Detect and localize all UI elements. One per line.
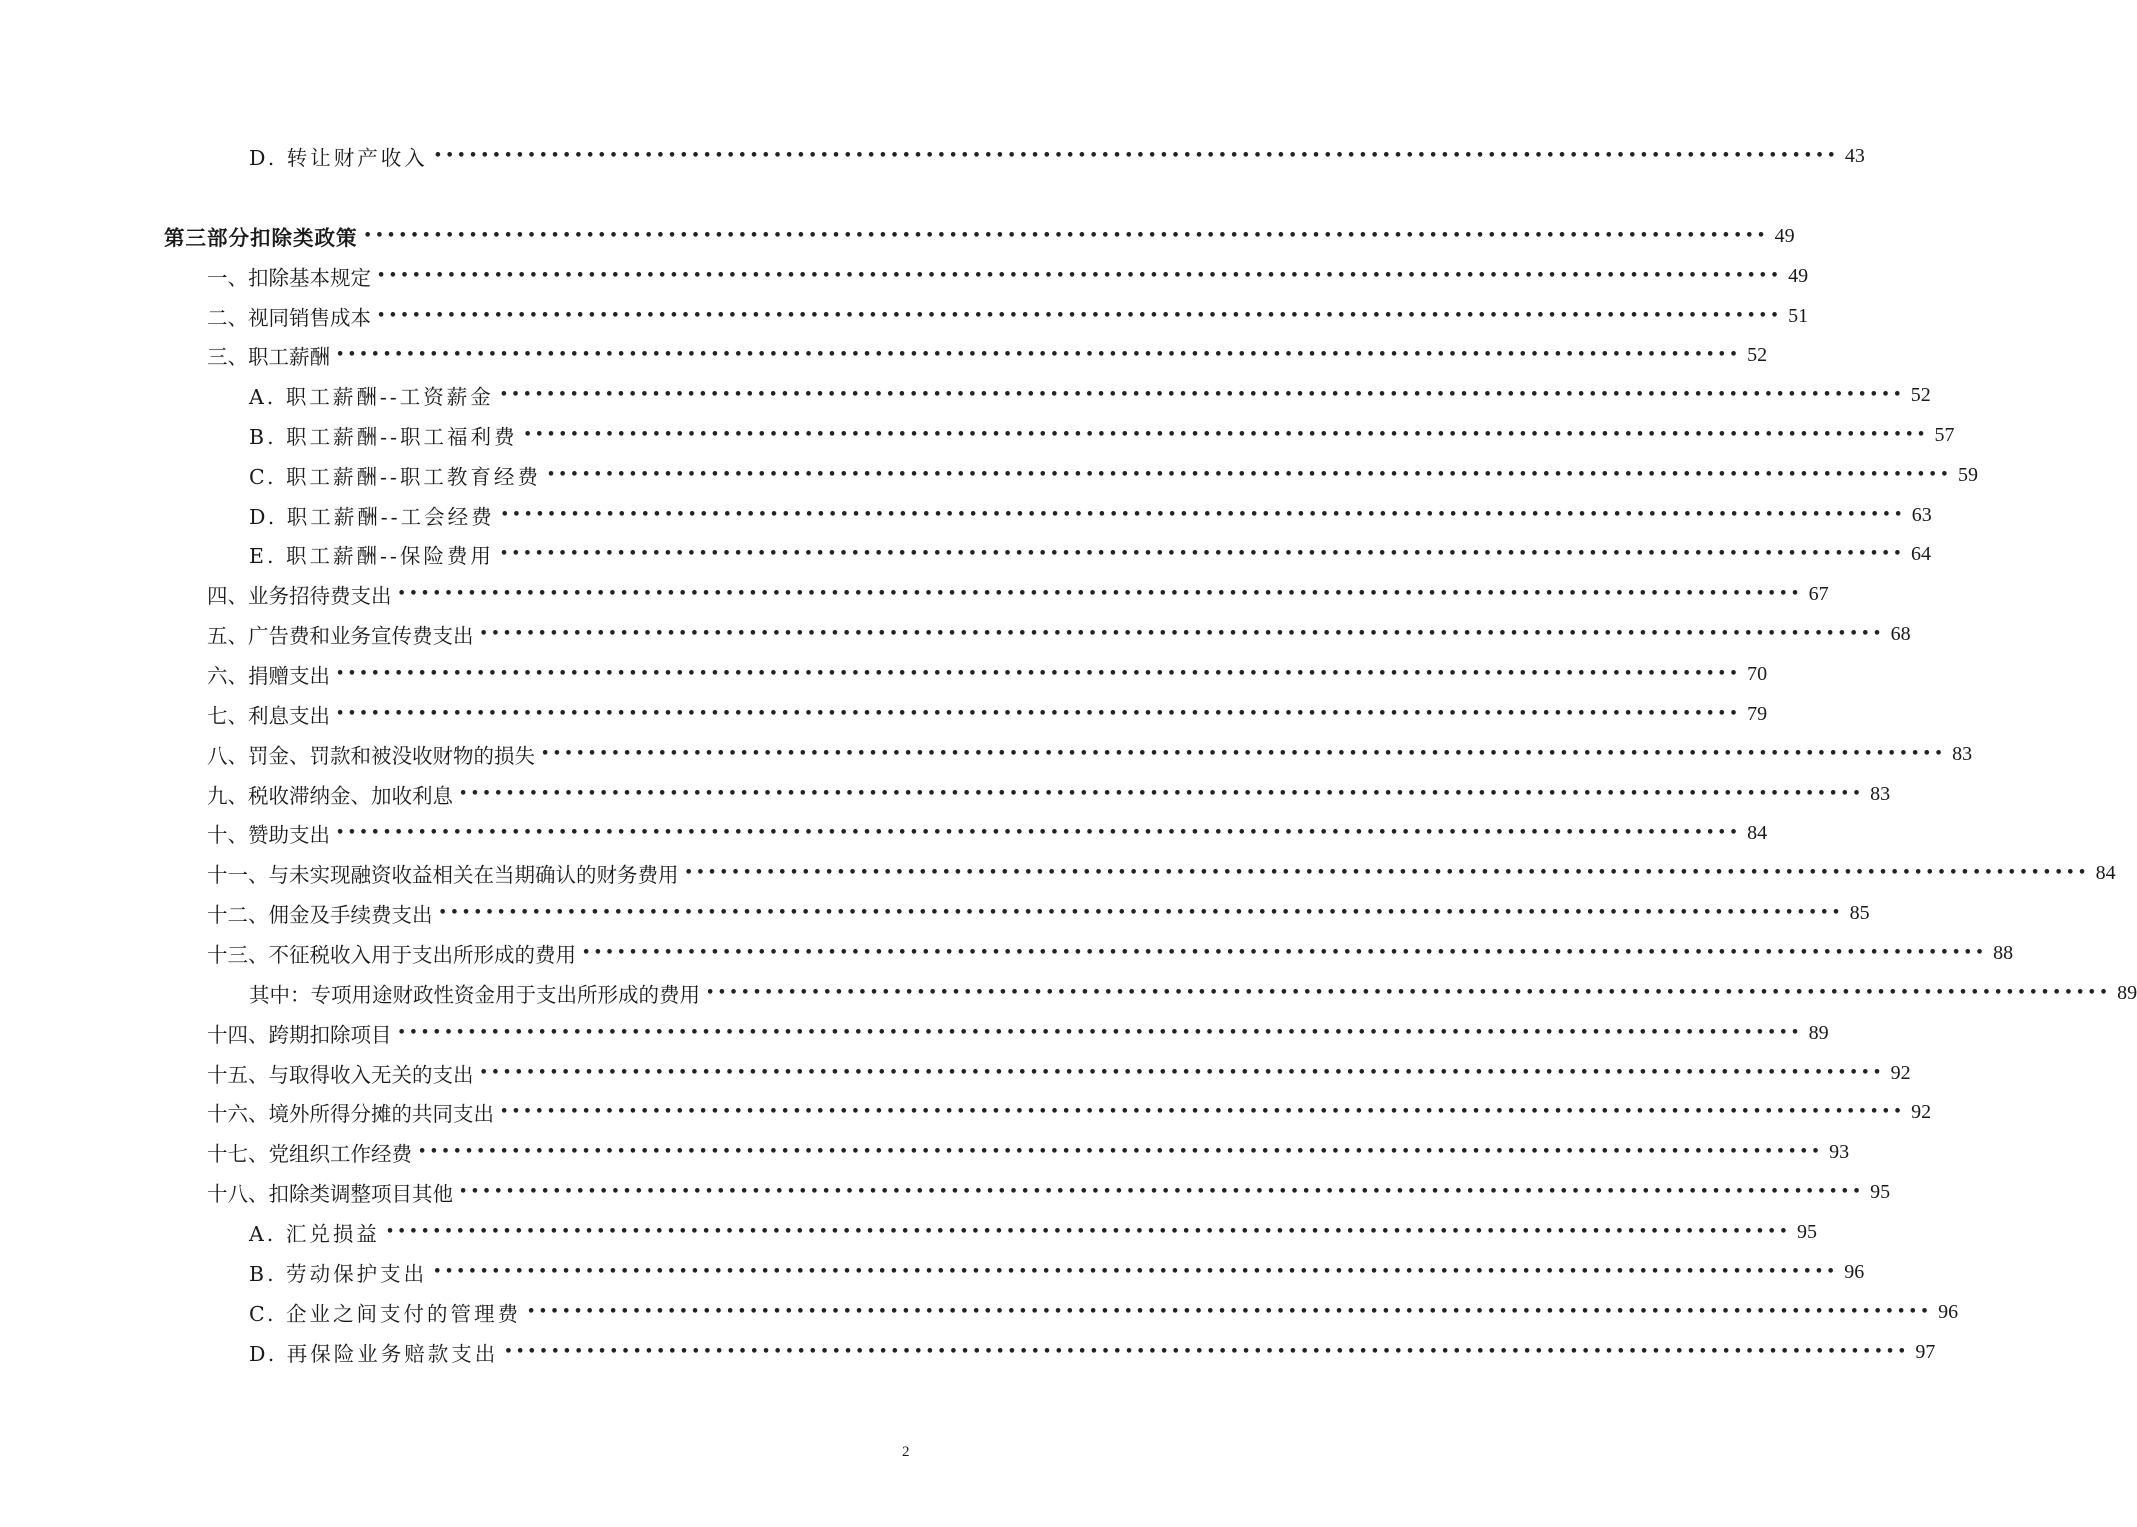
toc-page-number: 96: [1938, 1300, 1959, 1323]
toc-leader-dots: ••••••••••••••••••••••••••••••••••••••••••••••••••••••••••••••••••••••••••••••••••••••••••••••••••••••••••••••••••••••••: [336, 347, 1742, 362]
toc-entry-label: 十七、党组织工作经费: [207, 1142, 412, 1166]
toc-entry-label: E. 职工薪酬--保险费用: [249, 544, 494, 568]
toc-entry-label: 七、利息支出: [207, 704, 330, 728]
toc-page-number: 68: [1890, 622, 1911, 645]
toc-entry-label: C. 企业之间支付的管理费: [249, 1302, 521, 1326]
toc-entry-label: 十二、佣金及手续费支出: [207, 903, 433, 927]
toc-entry-label: 九、税收滞纳金、加收利息: [207, 784, 453, 808]
toc-leader-dots: ••••••••••••••••••••••••••••••••••••••••••••••••••••••••••••••••••••••••••••••••••••••••••••••••••••••••••••••••••••••••: [336, 706, 1742, 721]
toc-page-number: 83: [1870, 782, 1891, 805]
toc-leader-dots: ••••••••••••••••••••••••••••••••••••••••••••••••••••••••••••••••••••••••••••••••••••••••••••••••••••••••••••••••••••••••: [500, 1104, 1906, 1119]
toc-entry[interactable]: [207, 893, 1870, 933]
toc-entry-label: 扣除类政策: [250, 226, 358, 250]
toc-entry-label: 十五、与取得收入无关的支出: [207, 1063, 474, 1087]
toc-page-number: 59: [1957, 463, 1978, 486]
toc-leader-dots: ••••••••••••••••••••••••••••••••••••••••••••••••••••••••••••••••••••••••••••••••••••••••••••••••••••••••••••••••••••••••: [582, 945, 1988, 960]
toc-entry[interactable]: [207, 296, 1809, 336]
toc-leader-dots: ••••••••••••••••••••••••••••••••••••••••••••••••••••••••••••••••••••••••••••••••••••••••••••••••••••••••••••••••••••••••: [385, 1224, 1791, 1239]
toc-entry-label: A. 职工薪酬--工资薪金: [249, 385, 494, 409]
toc-page-number: 64: [1910, 542, 1931, 565]
toc-entry-label: D. 转让财产收入: [249, 146, 428, 170]
toc-entry[interactable]: [207, 933, 2014, 973]
toc-page-number: 49: [1774, 224, 1795, 247]
toc-leader-dots: ••••••••••••••••••••••••••••••••••••••••••••••••••••••••••••••••••••••••••••••••••••••••••••••••••••••••••••••••••••••••: [336, 666, 1742, 681]
toc-entry-label: 十四、跨期扣除项目: [207, 1023, 392, 1047]
toc-page-number: 49: [1788, 264, 1809, 287]
toc-entry-label: 八、罚金、罚款和被没收财物的损失: [207, 744, 535, 768]
toc-page-number: 89: [2117, 981, 2137, 1004]
toc-entry[interactable]: [249, 534, 1931, 574]
toc-part-heading[interactable]: [164, 216, 1795, 256]
toc-entry-label: 其中：专项用途财政性资金用于支出所形成的费用: [249, 983, 700, 1007]
toc-entry[interactable]: [249, 1292, 1959, 1332]
toc-leader-dots: ••••••••••••••••••••••••••••••••••••••••••••••••••••••••••••••••••••••••••••••••••••••••••••••••••••••••••••••••••••••••: [377, 268, 1783, 283]
toc-page-number: 85: [1849, 901, 1870, 924]
toc-page-number: 52: [1910, 383, 1931, 406]
toc-entry-label: A. 汇兑损益: [249, 1222, 380, 1246]
toc-leader-dots: ••••••••••••••••••••••••••••••••••••••••••••••••••••••••••••••••••••••••••••••••••••••••••••••••••••••••••••••••••••••••: [438, 905, 1844, 920]
toc-entry-label: 二、视同销售成本: [207, 306, 371, 330]
toc-entry-label: C. 职工薪酬--职工教育经费: [249, 465, 541, 489]
toc-leader-dots: ••••••••••••••••••••••••••••••••••••••••••••••••••••••••••••••••••••••••••••••••••••••••••••••••••••••••••••••••••••••••: [523, 427, 1929, 442]
toc-leader-dots: ••••••••••••••••••••••••••••••••••••••••••••••••••••••••••••••••••••••••••••••••••••••••••••••••••••••••••••••••••••••••: [336, 825, 1742, 840]
toc-entry-label: B. 劳动保护支出: [249, 1262, 428, 1286]
toc-page-number: 63: [1911, 503, 1932, 526]
toc-entry[interactable]: [207, 1053, 1911, 1093]
toc-page-number: 95: [1870, 1180, 1891, 1203]
toc-entry[interactable]: [249, 136, 1865, 176]
toc-leader-dots: ••••••••••••••••••••••••••••••••••••••••••••••••••••••••••••••••••••••••••••••••••••••••••••••••••••••••••••••••••••••••: [684, 865, 2090, 880]
toc-page-number: 57: [1934, 423, 1955, 446]
toc-leader-dots: ••••••••••••••••••••••••••••••••••••••••••••••••••••••••••••••••••••••••••••••••••••••••••••••••••••••••••••••••••••••••: [433, 1264, 1839, 1279]
footer-page-number: 2: [902, 1444, 910, 1460]
toc-entry[interactable]: [207, 1172, 1891, 1212]
toc-leader-dots: ••••••••••••••••••••••••••••••••••••••••••••••••••••••••••••••••••••••••••••••••••••••••••••••••••••••••••••••••••••••••: [363, 228, 1769, 243]
toc-leader-dots: ••••••••••••••••••••••••••••••••••••••••••••••••••••••••••••••••••••••••••••••••••••••••••••••••••••••••••••••••••••••••: [546, 467, 1952, 482]
toc-page-number: 88: [1993, 941, 2014, 964]
toc-entry-label: 五、广告费和业务宣传费支出: [207, 624, 474, 648]
toc-entry[interactable]: [249, 375, 1931, 415]
toc-leader-dots: ••••••••••••••••••••••••••••••••••••••••••••••••••••••••••••••••••••••••••••••••••••••••••••••••••••••••••••••••••••••••: [479, 1065, 1885, 1080]
toc-page-number: 97: [1915, 1340, 1936, 1363]
toc-entry[interactable]: [207, 614, 1911, 654]
toc-leader-dots: ••••••••••••••••••••••••••••••••••••••••••••••••••••••••••••••••••••••••••••••••••••••••••••••••••••••••••••••••••••••••: [397, 586, 1803, 601]
toc-leader-dots: ••••••••••••••••••••••••••••••••••••••••••••••••••••••••••••••••••••••••••••••••••••••••••••••••••••••••••••••••••••••••: [499, 546, 1905, 561]
toc-entry[interactable]: [207, 694, 1768, 734]
toc-leader-dots: ••••••••••••••••••••••••••••••••••••••••••••••••••••••••••••••••••••••••••••••••••••••••••••••••••••••••••••••••••••••••: [377, 308, 1783, 323]
toc-page-number: 96: [1844, 1260, 1865, 1283]
toc-entry[interactable]: [207, 574, 1829, 614]
toc-page-number: 52: [1747, 343, 1768, 366]
toc-entry-label: D. 再保险业务赔款支出: [249, 1342, 499, 1366]
toc-entry[interactable]: [249, 1332, 1936, 1372]
toc-page-number: 51: [1788, 304, 1809, 327]
toc-entry-label: 六、捐赠支出: [207, 664, 330, 688]
toc-leader-dots: ••••••••••••••••••••••••••••••••••••••••••••••••••••••••••••••••••••••••••••••••••••••••••••••••••••••••••••••••••••••••: [459, 786, 1865, 801]
toc-entry-label: 十、赞助支出: [207, 823, 330, 847]
toc-entry[interactable]: [249, 1252, 1865, 1292]
toc-page-number: 95: [1796, 1220, 1817, 1243]
toc-leader-dots: ••••••••••••••••••••••••••••••••••••••••••••••••••••••••••••••••••••••••••••••••••••••••••••••••••••••••••••••••••••••••: [418, 1144, 1824, 1159]
toc-page-number: 84: [1747, 821, 1768, 844]
toc-page-number: 67: [1808, 582, 1829, 605]
toc-leader-dots: ••••••••••••••••••••••••••••••••••••••••••••••••••••••••••••••••••••••••••••••••••••••••••••••••••••••••••••••••••••••••: [504, 1344, 1910, 1359]
toc-entry[interactable]: [249, 1212, 1817, 1252]
toc-part-label: 第三部分: [164, 226, 250, 250]
toc-page-number: 43: [1844, 144, 1865, 167]
toc-entry-label: 一、扣除基本规定: [207, 266, 371, 290]
toc-leader-dots: ••••••••••••••••••••••••••••••••••••••••••••••••••••••••••••••••••••••••••••••••••••••••••••••••••••••••••••••••••••••••: [706, 985, 2112, 1000]
toc-entry[interactable]: [207, 1132, 1850, 1172]
toc-entry[interactable]: [249, 415, 1955, 455]
toc-entry-label: 四、业务招待费支出: [207, 584, 392, 608]
toc-entry[interactable]: [207, 1013, 1829, 1053]
toc-entry[interactable]: [207, 813, 1768, 853]
toc-entry-label: 十八、扣除类调整项目其他: [207, 1182, 453, 1206]
toc-leader-dots: ••••••••••••••••••••••••••••••••••••••••••••••••••••••••••••••••••••••••••••••••••••••••••••••••••••••••••••••••••••••••: [541, 746, 1947, 761]
toc-entry[interactable]: [207, 734, 1973, 774]
toc-entry-label: D. 职工薪酬--工会经费: [249, 505, 495, 529]
toc-entry-label: 十三、不征税收入用于支出所形成的费用: [207, 943, 576, 967]
toc-entry-label: 十六、境外所得分摊的共同支出: [207, 1102, 494, 1126]
toc-entry-label: B. 职工薪酬--职工福利费: [249, 425, 518, 449]
toc-page-number: 92: [1890, 1061, 1911, 1084]
toc-entry[interactable]: [207, 853, 2116, 893]
toc-leader-dots: ••••••••••••••••••••••••••••••••••••••••••••••••••••••••••••••••••••••••••••••••••••••••••••••••••••••••••••••••••••••••: [527, 1304, 1933, 1319]
toc-entry[interactable]: [207, 654, 1768, 694]
toc-leader-dots: ••••••••••••••••••••••••••••••••••••••••••••••••••••••••••••••••••••••••••••••••••••••••••••••••••••••••••••••••••••••••: [459, 1184, 1865, 1199]
toc-leader-dots: ••••••••••••••••••••••••••••••••••••••••••••••••••••••••••••••••••••••••••••••••••••••••••••••••••••••••••••••••••••••••: [479, 626, 1885, 641]
toc-page-number: 83: [1952, 742, 1973, 765]
toc-leader-dots: ••••••••••••••••••••••••••••••••••••••••••••••••••••••••••••••••••••••••••••••••••••••••••••••••••••••••••••••••••••••••: [433, 148, 1839, 163]
toc-entry[interactable]: [249, 973, 2137, 1013]
toc-page-number: 79: [1747, 702, 1768, 725]
toc-page-number: 93: [1829, 1140, 1850, 1163]
toc-entry[interactable]: [249, 455, 1978, 495]
toc-leader-dots: ••••••••••••••••••••••••••••••••••••••••••••••••••••••••••••••••••••••••••••••••••••••••••••••••••••••••••••••••••••••••: [500, 507, 1906, 522]
toc-page-number: 89: [1808, 1021, 1829, 1044]
toc-entry[interactable]: [207, 256, 1809, 296]
toc-page-number: 70: [1747, 662, 1768, 685]
toc-entry-label: 三、职工薪酬: [207, 345, 330, 369]
toc-entry[interactable]: [249, 495, 1932, 535]
toc-entry[interactable]: [207, 1092, 1932, 1132]
toc-page-number: 84: [2095, 861, 2116, 884]
toc-entry[interactable]: [207, 335, 1768, 375]
toc-page-number: 92: [1911, 1100, 1932, 1123]
toc-entry-label: 十一、与未实现融资收益相关在当期确认的财务费用: [207, 863, 679, 887]
toc-leader-dots: ••••••••••••••••••••••••••••••••••••••••••••••••••••••••••••••••••••••••••••••••••••••••••••••••••••••••••••••••••••••••: [397, 1025, 1803, 1040]
toc-leader-dots: ••••••••••••••••••••••••••••••••••••••••••••••••••••••••••••••••••••••••••••••••••••••••••••••••••••••••••••••••••••••••: [499, 387, 1905, 402]
toc-entry[interactable]: [207, 774, 1891, 814]
